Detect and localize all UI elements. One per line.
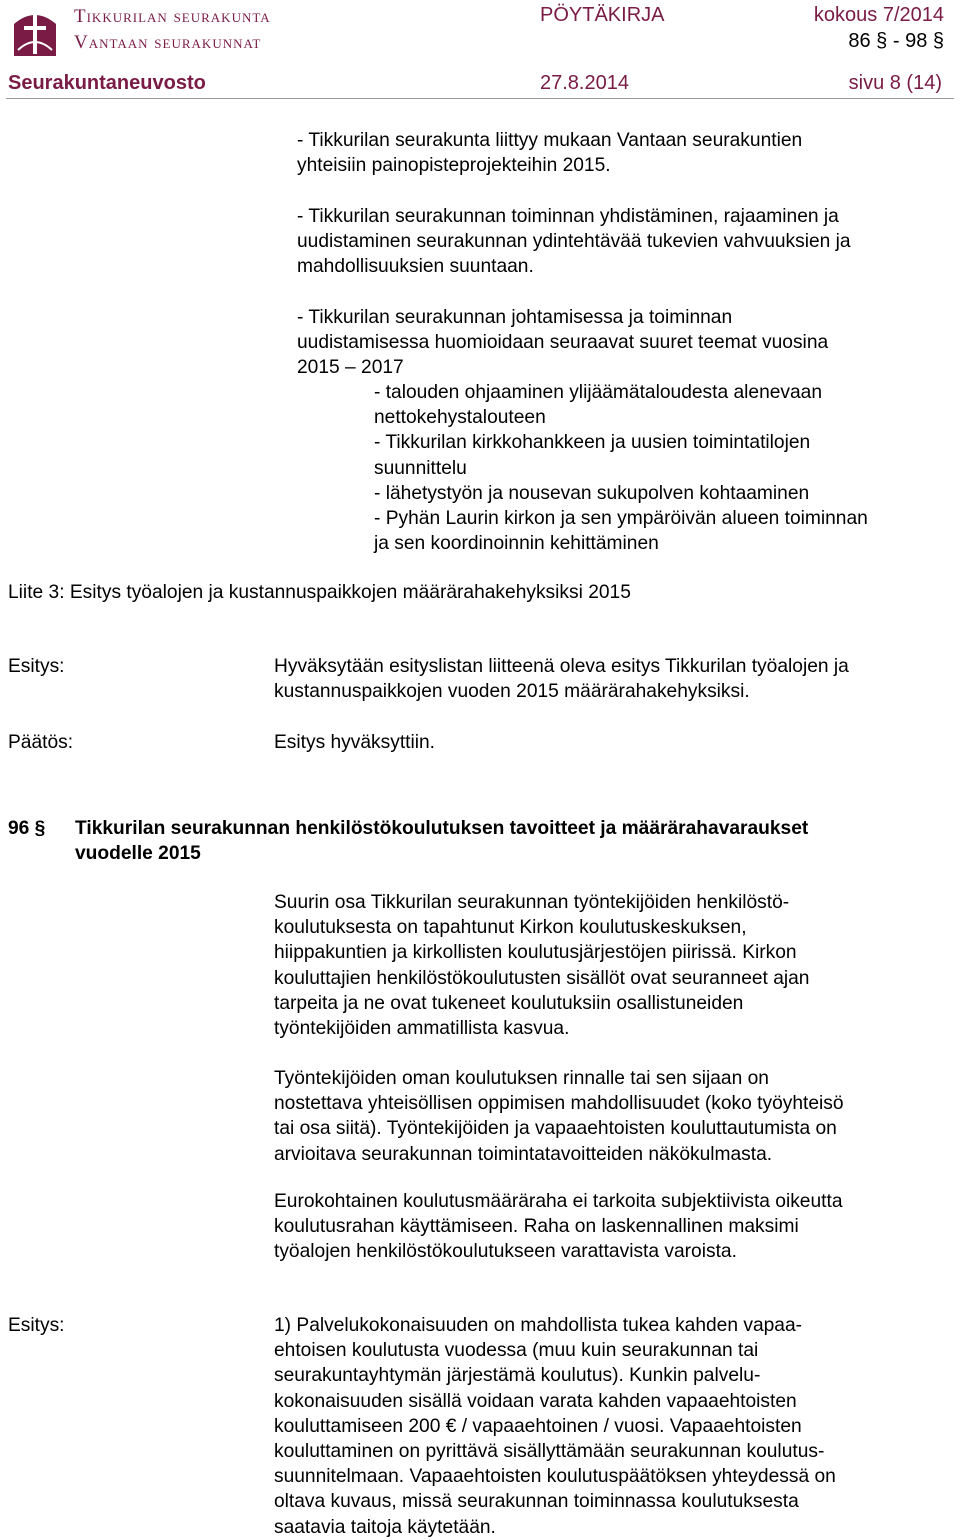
theme-line: - Pyhän Laurin kirkon ja sen ympäröivän alueen toiminnan [374, 508, 868, 530]
theme-line: - Tikkurilan kirkkohankkeen ja uusien toimintatilojen [374, 432, 811, 454]
meeting-number: kokous 7/2014 [813, 4, 944, 26]
logo-text-vantaa: Vantaan seurakunnat [74, 32, 262, 53]
committee-name: Seurakuntaneuvosto [8, 72, 206, 94]
document-type: PÖYTÄKIRJA [540, 4, 665, 26]
point-toiminnan-yhdistaminen: - Tikkurilan seurakunnan toiminnan yhdistäminen, rajaaminen ja uudistaminen seurakunnan ydintehtävää tukevien vahvuuksien ja mahdollisuuksien suuntaan. [297, 206, 851, 278]
meeting-date: 27.8.2014 [540, 72, 629, 94]
parish-logo [8, 4, 62, 60]
theme-line: suunnittelu [374, 457, 467, 479]
section-range: 86 § - 98 § [848, 30, 944, 52]
body-paragraph: Työntekijöiden oman koulutuksen rinnalle tai sen sijaan on nostettava yhteisöllisen oppimisen mahdollisuudet (koko työyhteisö tai osa siitä). Työntekijöiden ja vapaaehtoisten kouluttautumista on arvioitava seurakunnan toimintatavoitteiden näkökulmasta. [274, 1068, 844, 1165]
page-number: sivu 8 (14) [848, 72, 942, 94]
logo-text-tikkurila: Tikkurilan seurakunta [74, 6, 271, 27]
theme-line: - lähetystyön ja nousevan sukupolven kohtaaminen [374, 482, 810, 504]
themes-list [374, 380, 868, 556]
theme-line: nettokehystalouteen [374, 407, 546, 429]
theme-line: - talouden ohjaaminen ylijäämätaloudesta alenevaan [374, 382, 823, 403]
header-divider [6, 98, 954, 99]
proposal-label: Esitys: [8, 656, 65, 677]
attachment-reference: Liite 3: Esitys työalojen ja kustannuspaikkojen määrärahakehyksiksi 2015 [8, 582, 631, 603]
proposal-text: 1) Palvelukokonaisuuden on mahdollista tukea kahden vapaa- ehtoisen koulutusta vuodessa (muu kuin seurakunnan tai seurakuntayhtymän järjestämä koulutus). Kunkin palvelu- kokonaisuuden sisällä voidaan varata kahden vapaaehtoisten kouluttamiseen 200 € / vapaaehtoinen / vuosi. Vapaaehtoisten kouluttaminen on pyrittävä sisällyttämään seurakunnan koulutus- suunnitelmaan. Vapaaehtoisten koulutuspäätöksen yhteydessä on oltava kuvaus, missä seurakunnan toiminnassa koulutuksesta saatavia taitoja käytetään. [274, 1315, 836, 1538]
body-paragraph: Eurokohtainen koulutusmääräraha ei tarkoita subjektiivista oikeutta koulutusrahan käyttämiseen. Raha on laskennallinen maksimi työalojen henkilöstökoulutukseen varattavista varoista. [274, 1191, 843, 1263]
point-johtaminen: - Tikkurilan seurakunnan johtamisessa ja toiminnan uudistamisessa huomioidaan seuraavat suuret teemat vuosina 2015 – 2017 [297, 307, 829, 379]
decision-label: Päätös: [8, 732, 74, 753]
section-number: 96 § [8, 818, 46, 839]
body-paragraph: Suurin osa Tikkurilan seurakunnan työntekijöiden henkilöstö- koulutuksesta on tapahtunut Kirkon koulutuskeskuksen, hiippakuntien ja kirkollisten koulutusjärjestöjen piirissä. Kirkon kouluttajien henkilöstökoulutusten sisällöt ovat seuranneet ajan tarpeita ja ne ovat tukeneet koulutuksiin osallistuneiden työntekijöiden ammatillista kasvua. [274, 892, 810, 1040]
section-title: Tikkurilan seurakunnan henkilöstökoulutuksen tavoitteet ja määrärahavaraukset vuodelle 2015 [75, 818, 809, 865]
proposal-text: Hyväksytään esityslistan liitteenä oleva esitys Tikkurilan työalojen ja kustannuspaikkojen vuoden 2015 määrärahakehyksiksi. [274, 656, 849, 703]
theme-line: ja sen koordinoinnin kehittäminen [374, 533, 659, 555]
proposal-label: Esitys: [8, 1315, 65, 1336]
point-painopisteprojektit: - Tikkurilan seurakunta liittyy mukaan Vantaan seurakuntien yhteisiin painopisteprojekteihin 2015. [297, 130, 803, 177]
decision-text: Esitys hyväksyttiin. [274, 732, 436, 753]
